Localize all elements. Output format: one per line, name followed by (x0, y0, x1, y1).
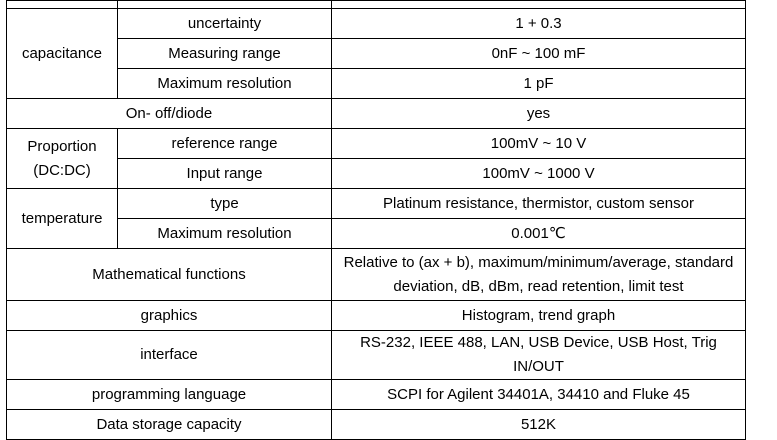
capacitance-range-label: Measuring range (118, 39, 332, 69)
interface-label: interface (7, 331, 332, 380)
cell-top-edge-3 (332, 1, 746, 9)
table-row (7, 39, 746, 69)
proportion-reference-label: reference range (118, 129, 332, 159)
math-functions-value-line1: Relative to (ax + b), maximum/minimum/average, standard (343, 253, 734, 271)
table-row (7, 249, 746, 301)
table-row (7, 9, 746, 39)
table-row (7, 380, 746, 410)
capacitance-resolution-value: 1 pF (332, 69, 746, 99)
proportion-input-value: 100mV ~ 1000 V (332, 159, 746, 189)
table-row (7, 69, 746, 99)
capacitance-range-value: 0nF ~ 100 mF (332, 39, 746, 69)
proportion-group-line1: Proportion (27, 137, 97, 155)
interface-value: RS-232, IEEE 488, LAN, USB Device, USB Host, Trig IN/OUT (332, 331, 746, 380)
table-row (7, 410, 746, 440)
table-row (7, 301, 746, 331)
programming-language-label: programming language (7, 380, 332, 410)
temperature-group-label: temperature (7, 189, 118, 249)
math-functions-value (332, 249, 746, 301)
cell-top-edge-1 (7, 1, 118, 9)
storage-capacity-label: Data storage capacity (7, 410, 332, 440)
proportion-input-label: Input range (118, 159, 332, 189)
programming-language-value: SCPI for Agilent 34401A, 34410 and Fluke 45 (332, 380, 746, 410)
table-row (7, 129, 746, 159)
temperature-type-value: Platinum resistance, thermistor, custom sensor (332, 189, 746, 219)
capacitance-group-label: capacitance (7, 9, 118, 99)
onoff-diode-value: yes (332, 99, 746, 129)
graphics-value: Histogram, trend graph (332, 301, 746, 331)
temperature-resolution-label: Maximum resolution (118, 219, 332, 249)
capacitance-resolution-label: Maximum resolution (118, 69, 332, 99)
math-functions-value-line2: deviation, dB, dBm, read retention, limit test (393, 277, 684, 295)
proportion-group-label (7, 129, 118, 189)
table-row (7, 99, 746, 129)
graphics-label: graphics (7, 301, 332, 331)
capacitance-uncertainty-value: 1 + 0.3 (332, 9, 746, 39)
table-row (7, 189, 746, 219)
spec-table-container (6, 0, 746, 440)
table-row (7, 331, 746, 380)
cell-top-edge-2 (118, 1, 332, 9)
proportion-group-line2: (DC:DC) (33, 161, 91, 179)
table-row (7, 219, 746, 249)
math-functions-label: Mathematical functions (7, 249, 332, 301)
storage-capacity-value: 512K (332, 410, 746, 440)
table-row-top-edge (7, 1, 746, 9)
temperature-type-label: type (118, 189, 332, 219)
capacitance-uncertainty-label: uncertainty (118, 9, 332, 39)
specifications-table (6, 0, 746, 440)
table-row (7, 159, 746, 189)
proportion-reference-value: 100mV ~ 10 V (332, 129, 746, 159)
onoff-diode-label: On- off/diode (7, 99, 332, 129)
temperature-resolution-value: 0.001℃ (332, 219, 746, 249)
